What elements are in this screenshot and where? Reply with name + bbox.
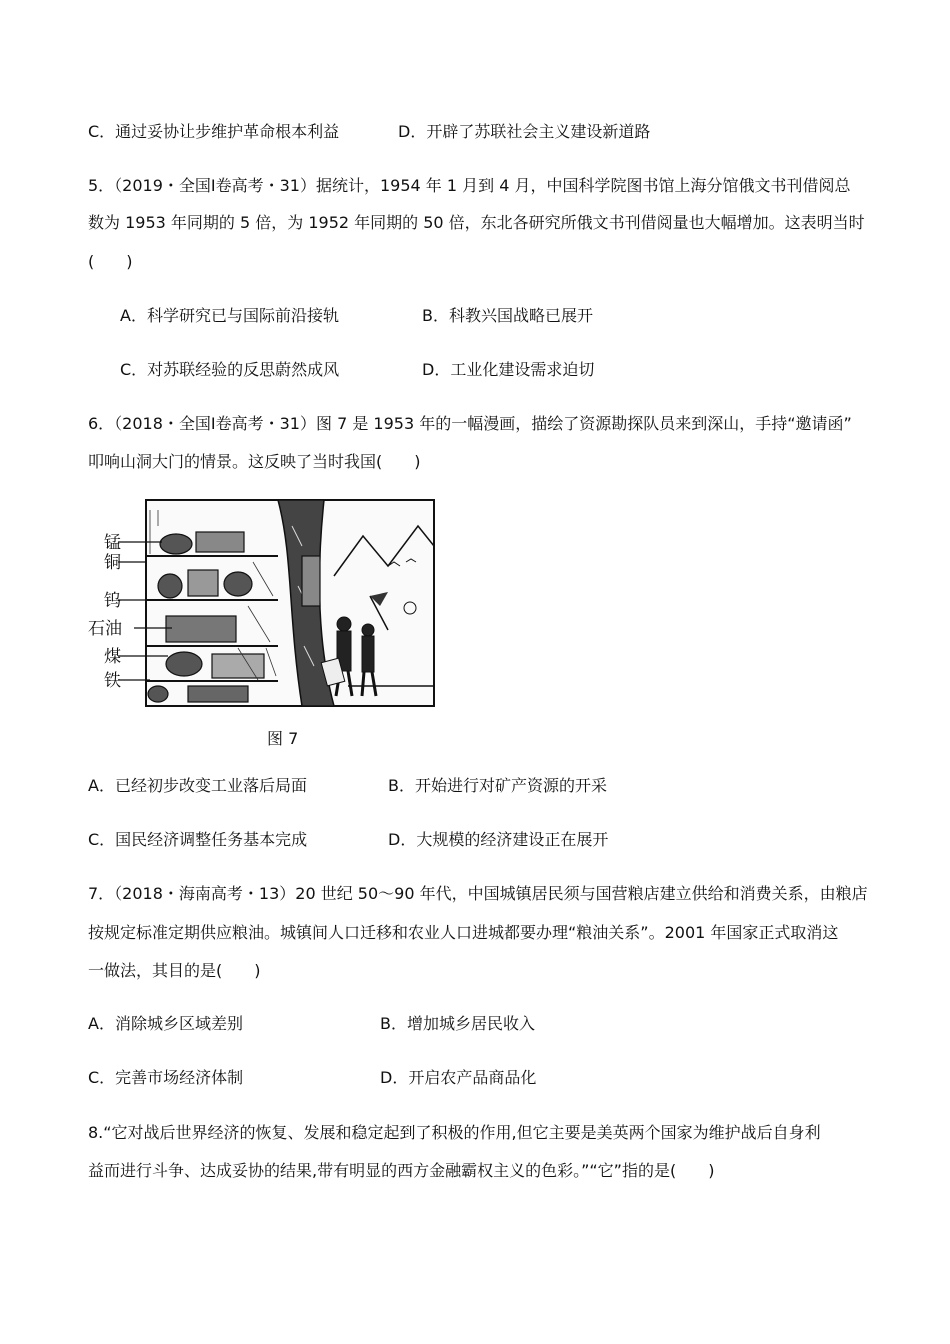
q4-option-c: C．通过妥协让步维护革命根本利益: [88, 122, 340, 141]
q7-stem-line-2: 按规定标准定期供应粮油。城镇间人口迁移和农业人口进城都要办理“粮油关系”。2001 年国家正式取消这: [88, 923, 839, 942]
q5-option-b: B．科教兴国战略已展开: [422, 306, 593, 325]
figure-label-w: 钨: [104, 591, 121, 611]
cartoon-figure: [88, 496, 438, 710]
q4-option-d: D．开辟了苏联社会主义建设新道路: [398, 122, 651, 141]
q7-option-c: C．完善市场经济体制: [88, 1068, 244, 1087]
q8-stem-line-1: 8.“它对战后世界经济的恢复、发展和稳定起到了积极的作用,但它主要是美英两个国家为维护战后自身利: [88, 1123, 821, 1142]
q6-option-b: B．开始进行对矿产资源的开采: [388, 776, 607, 795]
figure-label-fe: 铁: [104, 671, 121, 691]
q7-stem-line-3: 一做法，其目的是( ): [88, 961, 261, 980]
q6-option-c: C．国民经济调整任务基本完成: [88, 830, 308, 849]
q5-stem-line-1: 5．（2019・全国Ⅰ卷高考・31）据统计，1954 年 1 月到 4 月，中国科学院图书馆上海分馆俄文书刊借阅总: [88, 176, 851, 195]
q7-option-a: A．消除城乡区域差别: [88, 1014, 243, 1033]
q5-stem-line-2: 数为 1953 年同期的 5 倍，为 1952 年同期的 50 倍，东北各研究所俄文书刊借阅量也大幅增加。这表明当时: [88, 213, 865, 232]
q6-stem-line-1: 6．（2018・全国Ⅰ卷高考・31）图 7 是 1953 年的一幅漫画，描绘了资源勘探队员来到深山，手持“邀请函”: [88, 414, 852, 433]
figure-caption: 图 7: [267, 729, 299, 748]
q7-option-b: B．增加城乡居民收入: [380, 1014, 535, 1033]
q7-stem-line-1: 7．（2018・海南高考・13）20 世纪 50～90 年代，中国城镇居民须与国营粮店建立供给和消费关系，由粮店: [88, 884, 868, 903]
q6-option-a: A．已经初步改变工业落后局面: [88, 776, 307, 795]
cartoon-image: [88, 496, 438, 710]
q8-stem-line-2: 益而进行斗争、达成妥协的结果,带有明显的西方金融霸权主义的色彩。”“它”指的是( ): [88, 1161, 715, 1180]
q6-option-d: D．大规模的经济建设正在展开: [388, 830, 609, 849]
q5-option-d: D．工业化建设需求迫切: [422, 360, 595, 379]
figure-label-mn: 锰: [104, 533, 121, 553]
q5-stem-line-3: ( ): [88, 252, 133, 271]
q6-stem-line-2: 叩响山洞大门的情景。这反映了当时我国( ): [88, 452, 421, 471]
figure-label-oil: 石油: [88, 619, 122, 639]
figure-label-coal: 煤: [104, 647, 121, 667]
q5-option-a: A．科学研究已与国际前沿接轨: [120, 306, 339, 325]
q5-option-c: C．对苏联经验的反思蔚然成风: [120, 360, 340, 379]
figure-label-cu: 铜: [104, 553, 121, 573]
q7-option-d: D．开启农产品商品化: [380, 1068, 537, 1087]
